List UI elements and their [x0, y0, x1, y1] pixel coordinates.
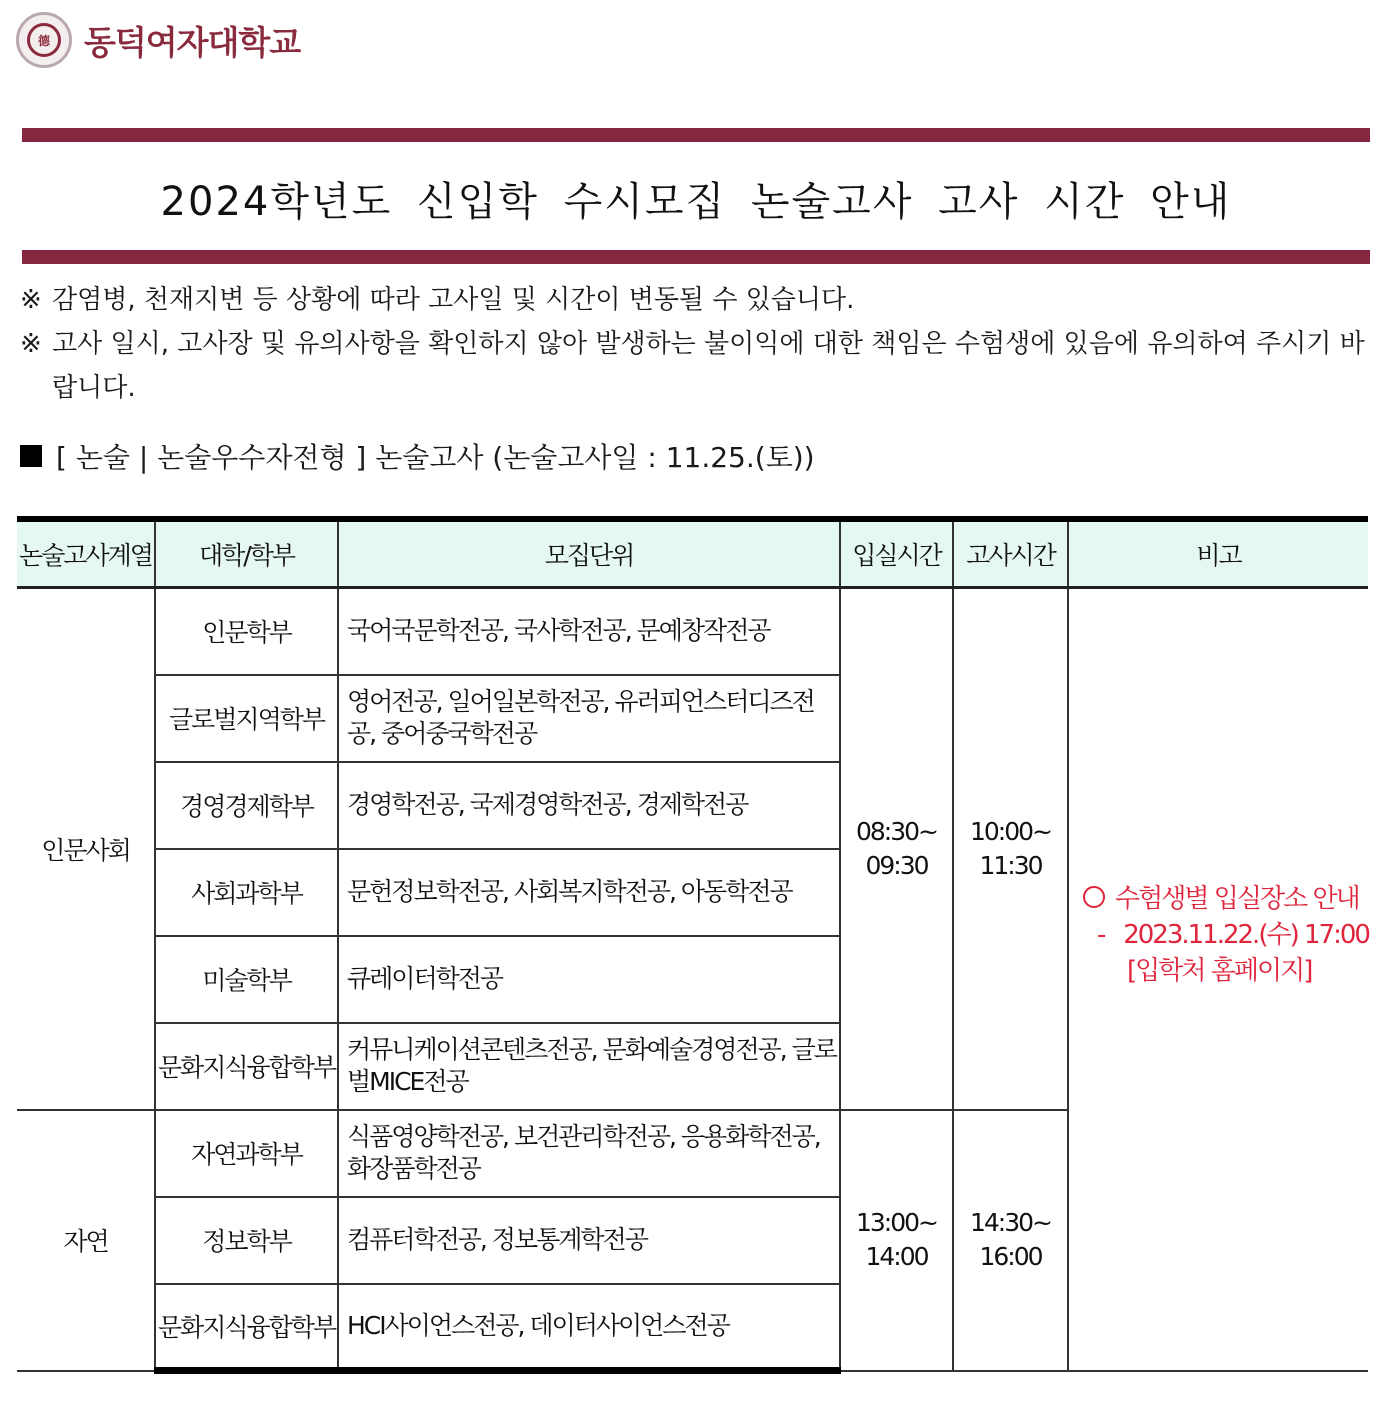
reference-mark-icon: ※: [20, 285, 42, 315]
notice-item: [20, 278, 1380, 322]
section-heading: [20, 436, 815, 476]
dash-bullet: -: [1097, 920, 1105, 951]
seal-emblem: 德: [27, 23, 61, 57]
exam-schedule-table: [17, 516, 1368, 1374]
exam-time-end: 16:00: [979, 1242, 1042, 1271]
notice-list: [20, 278, 1380, 410]
track-humanities: 인문사회: [17, 588, 155, 1110]
university-seal-icon: [16, 12, 72, 68]
remark-title: 수험생별 입실장소 안내: [1115, 884, 1359, 915]
table-row: [17, 588, 1368, 675]
entry-time-end: 14:00: [865, 1242, 928, 1271]
entry-time-natural: [840, 1110, 953, 1371]
units-cell: 식품영양학전공, 보건관리학전공, 응용화학전공, 화장품학전공: [338, 1110, 840, 1197]
column-header-exam-time: 고사시간: [953, 519, 1068, 588]
entry-time-humanities: [840, 588, 953, 1110]
dept-cell: 문화지식융합학부: [155, 1284, 338, 1371]
dept-cell: 자연과학부: [155, 1110, 338, 1197]
black-square-bullet-icon: [20, 445, 42, 467]
dept-cell: 경영경제학부: [155, 762, 338, 849]
exam-time-humanities: [953, 588, 1068, 1110]
units-cell: 큐레이터학전공: [338, 936, 840, 1023]
remark-line-2: [1083, 917, 1372, 953]
table-header-row: [17, 519, 1368, 588]
notice-text: 고사 일시, 고사장 및 유의사항을 확인하지 않아 발생하는 불이익에 대한 책임은 수험생에 있음에 유의하여 주시기 바랍니다.: [52, 329, 1365, 403]
dept-cell: 미술학부: [155, 936, 338, 1023]
column-header-entry-time: 입실시간: [840, 519, 953, 588]
dept-cell: 인문학부: [155, 588, 338, 675]
column-header-track: 논술고사계열: [17, 519, 155, 588]
university-logo[interactable]: [16, 10, 300, 70]
units-cell: HCI사이언스전공, 데이터사이언스전공: [338, 1284, 840, 1371]
dept-cell: 사회과학부: [155, 849, 338, 936]
column-header-units: 모집단위: [338, 519, 840, 588]
units-cell: 문헌정보학전공, 사회복지학전공, 아동학전공: [338, 849, 840, 936]
units-cell: 국어국문학전공, 국사학전공, 문예창작전공: [338, 588, 840, 675]
dept-cell: 문화지식융합학부: [155, 1023, 338, 1110]
units-cell: 커뮤니케이션콘텐츠전공, 문화예술경영전공, 글로벌MICE전공: [338, 1023, 840, 1110]
exam-time-start: 10:00~: [970, 816, 1051, 846]
remark-line-3: [입학처 홈페이지]: [1127, 956, 1312, 987]
title-bottom-divider: [22, 250, 1370, 264]
column-header-college: 대학/학부: [155, 519, 338, 588]
dept-cell: 글로벌지역학부: [155, 675, 338, 762]
entry-time-start: 08:30~: [856, 816, 937, 846]
entry-time-end: 09:30: [865, 850, 928, 880]
exam-time-start: 14:30~: [970, 1208, 1051, 1237]
units-cell: 영어전공, 일어일본학전공, 유러피언스터디즈전공, 중어중국학전공: [338, 675, 840, 762]
notice-text: 감염병, 천재지변 등 상황에 따라 고사일 및 시간이 변동될 수 있습니다.: [52, 285, 855, 315]
remark-datetime: 2023.11.22.(수) 17:00: [1123, 920, 1369, 951]
circle-bullet-icon: [1083, 886, 1105, 908]
university-name: 동덕여자대학교: [84, 22, 301, 62]
remarks-cell: [1068, 588, 1368, 1371]
page-title: 2024학년도 신입학 수시모집 논술고사 고사 시간 안내: [160, 179, 1232, 225]
units-cell: 컴퓨터학전공, 정보통계학전공: [338, 1197, 840, 1284]
entry-time-start: 13:00~: [856, 1208, 937, 1237]
exam-time-natural: [953, 1110, 1068, 1371]
track-natural-science: 자연: [17, 1110, 155, 1371]
column-header-remarks: 비고: [1068, 519, 1368, 588]
section-heading-text: [ 논술 | 논술우수자전형 ] 논술고사 (논술고사일 : 11.25.(토)): [56, 441, 815, 474]
units-cell: 경영학전공, 국제경영학전공, 경제학전공: [338, 762, 840, 849]
exam-time-end: 11:30: [979, 850, 1042, 880]
remark-line-1: [1083, 881, 1372, 917]
notice-item: [20, 322, 1380, 410]
dept-cell: 정보학부: [155, 1197, 338, 1284]
title-top-divider: [22, 128, 1370, 142]
reference-mark-icon: ※: [20, 329, 42, 359]
